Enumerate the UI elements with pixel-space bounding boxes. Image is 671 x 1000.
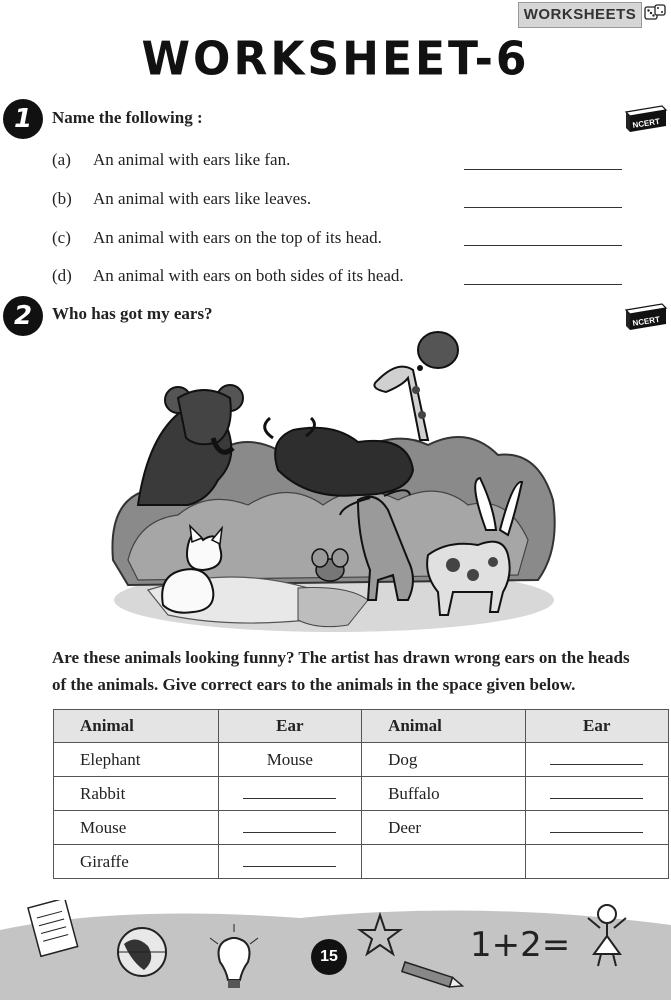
ear-cell xyxy=(218,777,361,811)
question-1-number: 1 xyxy=(3,99,43,139)
q1-item-label: (b) xyxy=(52,189,72,208)
q1-item-label: (a) xyxy=(52,150,71,169)
q1-item-text: An animal with ears on both sides of its head. xyxy=(93,266,404,285)
ear-cell xyxy=(525,777,669,811)
animal-cell: Deer xyxy=(362,811,525,845)
ncert-badge-text: NCERT xyxy=(631,116,661,130)
instruction-line: Are these animals looking funny? The artist has drawn wrong ears on the heads xyxy=(52,648,630,667)
q1-item-text: An animal with ears like leaves. xyxy=(93,189,312,208)
column-header: Ear xyxy=(218,710,361,743)
worksheets-tag: WORKSHEETS xyxy=(518,2,642,28)
answer-blank[interactable] xyxy=(550,784,643,799)
animal-cell: Rabbit xyxy=(54,777,219,811)
q1-item xyxy=(52,189,311,209)
instruction-line: of the animals. Give correct ears to the animals in the space given below. xyxy=(52,675,576,694)
table-row xyxy=(54,845,669,879)
page-title: WORKSHEET-6 xyxy=(141,32,530,87)
q1-item-text: An animal with ears on the top of its head. xyxy=(93,228,382,247)
answer-blank[interactable] xyxy=(243,784,336,799)
ears-table xyxy=(53,709,669,879)
animal-cell: Dog xyxy=(362,743,525,777)
q1-item xyxy=(52,266,404,286)
question-2-heading: Who has got my ears? xyxy=(52,304,213,323)
funny-animals-illustration xyxy=(108,330,560,632)
animal-cell: Mouse xyxy=(54,811,219,845)
q1-item-label: (c) xyxy=(52,228,71,247)
answer-line[interactable] xyxy=(464,207,622,208)
q1-item xyxy=(52,150,290,170)
table-row xyxy=(54,743,669,777)
column-header: Animal xyxy=(362,710,525,743)
answer-blank[interactable] xyxy=(243,852,336,867)
animal-cell: Elephant xyxy=(54,743,219,777)
ear-cell xyxy=(525,811,669,845)
answer-blank[interactable] xyxy=(550,818,643,833)
ear-cell xyxy=(218,811,361,845)
answer-line[interactable] xyxy=(464,169,622,170)
question-1-heading: Name the following : xyxy=(52,108,203,127)
column-header: Ear xyxy=(525,710,669,743)
ncert-book-icon xyxy=(622,104,668,134)
ncert-badge-text: NCERT xyxy=(631,314,661,328)
table-row xyxy=(54,777,669,811)
question-2-number: 2 xyxy=(3,296,43,336)
math-doodle: 1+2= xyxy=(470,925,571,965)
q1-item xyxy=(52,228,382,248)
globe-icon xyxy=(118,928,166,976)
answer-line[interactable] xyxy=(464,245,622,246)
answer-line[interactable] xyxy=(464,284,622,285)
empty-cell xyxy=(362,845,525,879)
empty-cell xyxy=(525,845,669,879)
dice-icon xyxy=(644,4,666,24)
column-header: Animal xyxy=(54,710,219,743)
ear-cell xyxy=(218,845,361,879)
ear-cell: Mouse xyxy=(218,743,361,777)
instruction-paragraph xyxy=(52,644,671,698)
table-row xyxy=(54,811,669,845)
table-header-row xyxy=(54,710,669,743)
q1-item-label: (d) xyxy=(52,266,72,285)
answer-blank[interactable] xyxy=(550,750,643,765)
ear-cell xyxy=(525,743,669,777)
animal-cell: Giraffe xyxy=(54,845,219,879)
q1-item-text: An animal with ears like fan. xyxy=(93,150,291,169)
page-number: 15 xyxy=(311,939,347,975)
animal-cell: Buffalo xyxy=(362,777,525,811)
ncert-book-icon xyxy=(622,302,668,332)
answer-blank[interactable] xyxy=(243,818,336,833)
